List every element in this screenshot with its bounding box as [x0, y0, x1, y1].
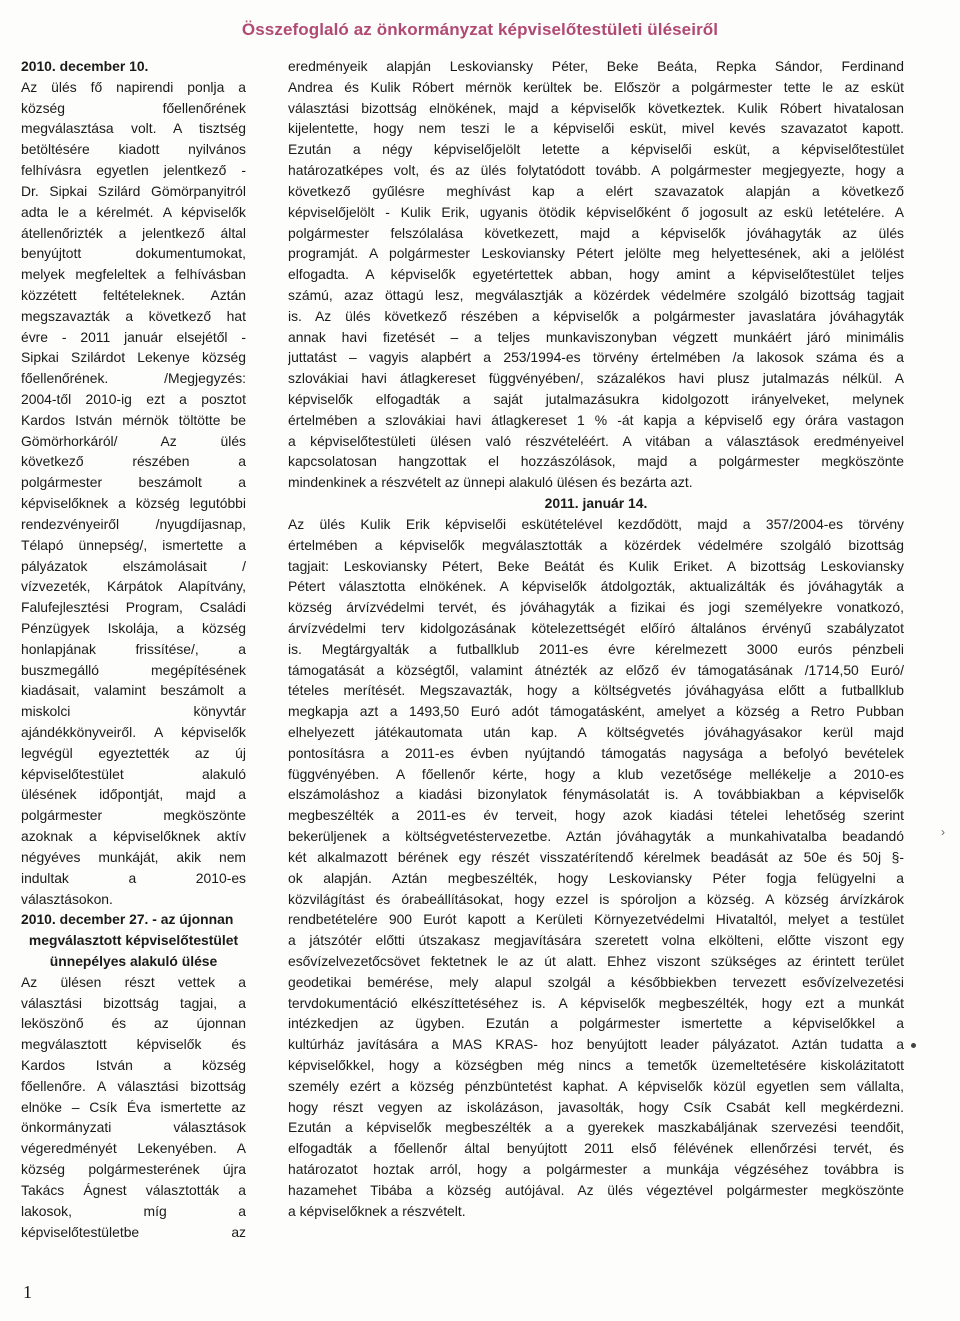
page-number: 1: [23, 1282, 32, 1302]
left-column-line: választásokon.: [21, 890, 113, 907]
right-column-line: programját. A polgármester Leskoviansky Pétert jelölte meg helyettesének, aki a jelölést: [288, 245, 904, 262]
left-column-line: önkormányzati választások: [21, 1119, 246, 1136]
left-column-line: Dr. Sipkai Szilárd Gömörpanyitról: [21, 182, 246, 199]
left-column-line: következő részében a: [21, 453, 246, 470]
right-column-line: Pétert választotta elnökének. A képviselők átdolgozták, aktualizálták és jóváhagyták a: [288, 578, 904, 595]
left-column-line: leköszönő és az újonnan: [21, 1015, 246, 1032]
right-column-line: választási bizottság elnökének, majd a képviselők következtek. Kulik Róbert hivatalosan: [288, 99, 904, 116]
left-column-line: képviselőknek a község legutóbbi: [21, 495, 246, 512]
right-column-line: kijelentette, hogy nem teszi le a képviselői esküt, mivel kevés szavazatot kapott.: [288, 120, 904, 137]
left-column-line: 2010. december 10.: [21, 58, 149, 74]
left-column-line: ülésének időpontját, majd a: [21, 786, 246, 803]
right-column: [288, 56, 904, 1222]
right-column-line: következő gyűlésre meghívást kap a elért szavazatok alapján a következő: [288, 182, 904, 199]
left-column-line: benyújtott dokumentumokat,: [21, 245, 246, 262]
left-column-line: ünnepélyes alakuló ülése: [49, 952, 218, 969]
right-column-line: tételes merítését. Megszavazták, hogy a költségvetés jóváhagyása előtt a futballklub: [288, 682, 904, 699]
right-column-line: értelmében a képviselők megválasztották a közérdek védelmére szolgáló bizottság: [288, 536, 904, 553]
right-column-line: bekerüljenek a költségvetéstervezetbe. Aztán jóváhagyták a munkahivatalba beadandó: [288, 828, 904, 845]
left-column-line: polgármester megköszönte: [21, 807, 246, 824]
right-column-line: hazamehet Tibába a község autójával. Az ülés végeztével polgármester megköszönte: [288, 1181, 904, 1198]
left-column-line: Kardos István mérnök töltötte be: [21, 411, 246, 428]
left-column-line: vízvezeték, Kárpátok Alapítvány,: [21, 578, 246, 595]
left-column-line: melyek megfeleltek a felhívásban: [21, 266, 246, 283]
right-column-line: számú, azaz öttagú lesz, megválasztják a közérdek védelmére szolgáló bizottság tagjait: [288, 286, 904, 303]
right-column-line: hogy részt vegyen az iskolázáson, javasolták, hogy Csík Csabát kell megkérdezni.: [288, 1098, 904, 1115]
right-column-line: intézkedjen az ügyben. Ezután a polgármester ismertette a képviselőkkel a: [288, 1015, 904, 1032]
left-column-line: ajándékkönyveiről. A képviselők: [21, 724, 246, 740]
right-column-line: megbeszélték a 2011-es év terveit, hogy azok kiadási tételei lehetőség szerint: [288, 807, 904, 824]
right-column-line: képviselők elfogadták a saját jutalmazásukra kidolgozott irányelveket, melynek: [288, 391, 904, 407]
left-column-line: lakosok, míg a: [21, 1202, 246, 1219]
right-column-line: megkapja azt a 1493,50 Euró adót támogatásként, amelyet a község a Retro Pubban: [288, 703, 904, 720]
left-column-line: évre - 2011 január elsejétől -: [21, 328, 246, 345]
left-column-line: polgármester beszámolt a: [21, 474, 246, 491]
right-column-line: támogatását a községtől, valamint átnézték az előző év támogatásának /1714,50 Euró/: [288, 661, 904, 678]
right-column-line: a képviselőknek a részvételt.: [288, 1202, 466, 1219]
right-column-line: Andrea és Kulik Róbert mérnök kerültek be. Először a polgármester tette le az esküt: [288, 78, 904, 95]
right-column-line: elszámoláshoz a kiadási bizonylatok fénymásolatát is. A továbbiakban a képviselők: [288, 786, 904, 803]
right-column-line: függvényében. A főellenőr kérte, hogy a klub vezetősége mellékelje a 2010-es: [288, 765, 904, 782]
right-column-line: képviselőkkel, hogy a községben még nincs a temetők üzemeltetésére kiskolázitatott: [288, 1057, 904, 1073]
left-column-line: Takács Ágnest választották a: [21, 1181, 246, 1198]
right-column-line: határozatot hoztak arról, hogy a polgármester a munkája végzéséhez továbbra is: [288, 1161, 904, 1178]
left-column-line: közzétett feltételeknek. Aztán: [21, 286, 246, 303]
right-column-line: mindenkinek a részvételt az ünnepi alakuló ülésen és bezárta azt.: [288, 474, 693, 491]
left-column-line: átellenőrizték a jelentkező által: [21, 224, 246, 241]
left-column-line: főellenőre. A választási bizottság: [21, 1077, 246, 1094]
right-column-line: juttatást – vagyis alapbért a 253/1994-es törvény értelmében /a lakosok száma és a: [288, 349, 904, 366]
left-column-line: főellenőrének. /Megjegyzés:: [21, 370, 246, 387]
left-column-line: elnöke – Csík Éva ismertette az: [21, 1098, 246, 1115]
right-column-line: is. Az ülés következő részében a képviselők a polgármester javaslatára jóváhagyták: [288, 307, 904, 324]
left-column-line: megválasztott képviselők és: [21, 1036, 246, 1053]
left-column-line: buszmegálló megépítésének: [21, 661, 246, 678]
right-column-line: elfogadta. A képviselők egyetértettek abban, hogy amint a képviselőtestület teljes: [288, 266, 904, 283]
left-column-line: azoknak a képviselőknek aktív: [21, 828, 246, 845]
right-column-line: a képviselőtestületi ülésen való részvételéért. A vitában a választások eredményeivel: [288, 432, 904, 449]
right-column-line: pontosításra a 2011-es évben nyújtandó támogatás nagysága a befolyó bevételek: [288, 744, 904, 761]
right-column-line: elfogadták a főellenőr által benyújtott 2011 első félévének ellenőrzési tervét, és: [288, 1140, 904, 1157]
left-column-line: Pénzügyek Iskolája, a község: [21, 619, 246, 636]
left-column-line: megszavazták a következő hat: [21, 307, 246, 324]
left-column-line: megválasztása volt. A tisztség: [21, 120, 246, 137]
ink-dot: [911, 1043, 916, 1048]
left-column-line: választási bizottság tagjai, a: [21, 994, 246, 1011]
left-column-line: betöltésére kiadott nyilvános: [21, 141, 246, 158]
right-column-line: geodetikai bemérése, mely alapul szolgál a későbbiekben tervezett esővízelvezetési: [288, 973, 904, 990]
left-column: [21, 56, 246, 1242]
right-column-line: annak havi fizetését – a teljes munkaviszonyban végzett munkáért járó minimális: [288, 328, 904, 345]
left-column-line: négyéves munkáját, akik nem: [21, 848, 246, 865]
right-column-line: tagjait: Leskoviansky Pétert, Beke Beátát és Kulik Eriket. A bizottság Leskoviansky: [288, 557, 904, 574]
right-column-line: is. Megtárgyalták a futballklub 2011-es évre kérelmezett 3000 eurós pénzbeli: [288, 640, 904, 657]
right-column-line: kapcsolatosan hangzottak el hozzászólások, majd a polgármester megköszönte: [288, 453, 904, 470]
left-column-line: legvégül egyeztették az új: [21, 744, 246, 761]
left-column-line: község főellenőrének: [21, 99, 246, 116]
right-column-line: község árvízvédelmi tervét, és jóváhagyták a fizikai és jogi személyekre vonatkozó,: [288, 599, 904, 616]
right-column-line: határozatképes volt, és az ülés folytatódott tovább. A polgármester megjegyezte, hogy a: [288, 162, 904, 179]
left-column-line: Kardos István a község: [21, 1057, 246, 1073]
left-column-line: honlapjának frissítése/, a: [21, 640, 246, 657]
left-column-line: Az ülésen részt vettek a: [21, 973, 246, 990]
right-column-line: 2011. január 14.: [544, 495, 648, 512]
left-column-line: miskolci könyvtár: [21, 703, 246, 720]
margin-mark: ›: [941, 825, 945, 839]
right-column-line: esővízelvezetőcsövet fektetnek le az út alatt. Ehhez viszont szükséges az érintett terület: [288, 952, 904, 969]
left-column-line: indultak a 2010-es: [21, 869, 246, 886]
right-column-line: személy ezért a község pénzbüntetést kaphat. A képviselők közül egyetlen sem vállalta,: [288, 1077, 904, 1094]
page-title: Összefoglaló az önkormányzat képviselőtestületi üléseiről: [241, 20, 719, 39]
left-column-line: képviselőtestület alakuló: [21, 765, 246, 782]
right-column-line: két alkalmazott bérének egy részét visszatérítendő kérelmek beadását az 50e és 50j §-: [288, 848, 904, 865]
left-column-line: felhívásra egyetlen jelentkező -: [21, 162, 246, 179]
left-column-line: képviselőtestületbe az: [21, 1223, 246, 1240]
left-column-line: Falufejlesztési Program, Családi: [21, 599, 246, 616]
left-column-line: 2010. december 27. - az újonnan: [21, 911, 234, 928]
right-column-line: ok alapján. Aztán megbeszélték, hogy Leskoviansky Péter fogja felügyelni a: [288, 869, 904, 886]
left-column-line: község polgármesterének újra: [21, 1161, 246, 1178]
left-column-line: rendezvényeiről /nyugdíjasnap,: [21, 515, 246, 532]
left-column-line: 2004-től 2010-ig ezt a posztot: [21, 391, 246, 407]
right-column-line: Ezután a négy képviselőjelölt letette a képviselői esküt, a képviselőtestület: [288, 141, 904, 158]
left-column-line: Sipkai Szilárdot Lekenye község: [21, 349, 246, 366]
right-column-line: rendbetételére 900 Eurót kapott a Kerületi Környezetvédelmi Hivataltól, melyet a testület: [288, 911, 904, 928]
left-column-line: pályázatok elszámolásait /: [21, 557, 246, 574]
left-column-line: Az ülés fő napirendi ponlja a: [21, 78, 246, 95]
right-column-line: értelmében a szlovákiai havi átlagkereset 1 % -át kapja a képviselő egy órára vastagon: [288, 411, 904, 428]
right-column-line: a játszótér előtti útszakasz megjavítására szeretett volna elkölteni, előtte viszont egy: [288, 932, 904, 949]
right-column-line: közvilágítást és órabeállításokat, hogy ezzel is spóroljon a község. A község árvízkárok: [288, 890, 904, 907]
right-column-line: eredményeik alapján Leskoviansky Péter, Beke Beáta, Repka Sándor, Ferdinand: [288, 58, 904, 74]
left-column-line: végeredményét Lekenyében. A: [21, 1140, 246, 1157]
left-column-line: megválasztott képviselőtestület: [28, 932, 239, 949]
right-column-line: kultúrház javítására a MAS KRAS- hoz benyújtott leader pályázatot. Aztán tudatta a: [288, 1036, 904, 1053]
right-column-line: Az ülés Kulik Erik képviselői eskütételével kezdődött, majd a 357/2004-es törvény: [288, 515, 904, 532]
right-column-line: szlovákiai havi átlagkereset függvényében/, százalékos havi plusz jutalmazás nélkül. A: [288, 370, 904, 387]
left-column-line: Gömörhorkáról/ Az ülés: [21, 432, 246, 449]
right-column-line: elhelyezett játékautomata után kap. A költségvetés jóváhagyásakor kerül majd: [288, 724, 904, 740]
right-column-line: polgármester felszólalása következett, majd a képviselők jóváhagyták az ülés: [288, 224, 904, 241]
left-column-line: adta le a kérelmét. A képviselők: [21, 203, 246, 220]
right-column-line: tervdokumentáció elkészíttetéséhez is. A képviselők megbeszélték, hogy ezt a munkát: [288, 994, 904, 1011]
right-column-line: árvízvédelmi terv kidolgozásának kötelezettségét előíró általános érvényű szabályzatot: [288, 619, 904, 636]
left-column-line: kiadásait, valamint beszámolt a: [21, 682, 246, 699]
right-column-line: Ezután a képviselők megbeszélték a a gyerekek maszkabáljának szervezési teendőit,: [288, 1119, 904, 1136]
left-column-line: Télapó ünnepség/, ismertette a: [21, 536, 246, 553]
right-column-line: képviselőjelölt - Kulik Erik, ugyanis ötödik képviselőként ő jogosult az eskü letételére. A: [288, 203, 904, 220]
